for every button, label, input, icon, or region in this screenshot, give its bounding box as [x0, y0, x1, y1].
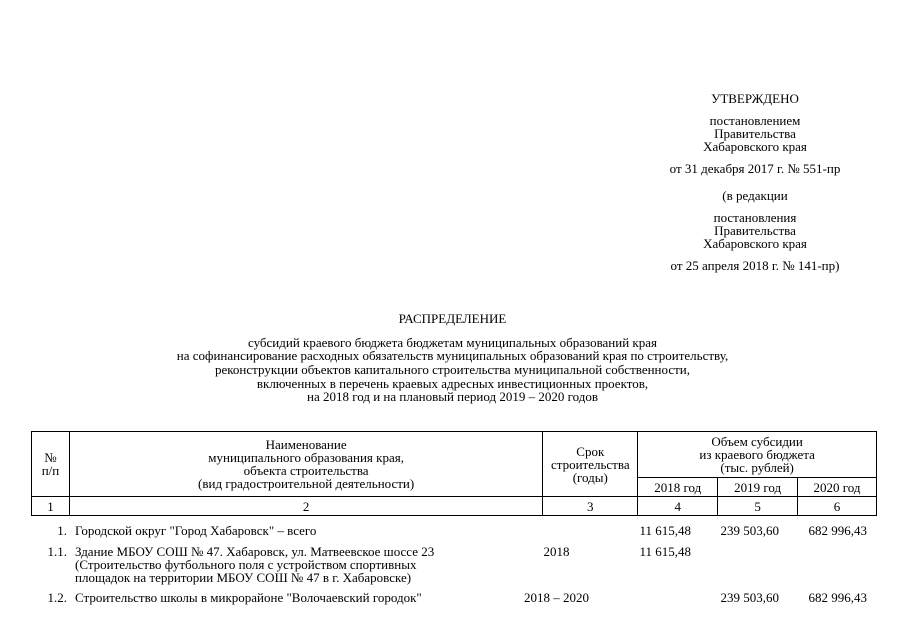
row-number: 1.	[57, 523, 67, 538]
header-text: п/п	[41, 463, 60, 478]
header-text: объекта строительства	[243, 463, 369, 478]
edition-open: (в редакции	[722, 188, 788, 203]
edition-line: Правительства	[714, 223, 796, 238]
row-name: Городской округ "Город Хабаровск" – всего	[75, 523, 317, 538]
edition-line: Хабаровского края	[703, 236, 807, 251]
column-number: 6	[798, 497, 877, 516]
row-value-2020: 682 996,43	[808, 523, 867, 538]
header-term	[543, 432, 638, 497]
document-title: РАСПРЕДЕЛЕНИЕ	[398, 311, 507, 326]
heading-line: реконструкции объектов капитального строительства муниципальной собственности,	[215, 361, 690, 377]
row-value-2019: 239 503,60	[720, 523, 779, 538]
row-term: 2018	[543, 544, 570, 559]
header-text: (вид градостроительной деятельности)	[198, 476, 415, 491]
heading-line: на 2018 год и на плановый период 2019 – 2020 годов	[307, 389, 598, 405]
header-text: муниципального образования края,	[208, 450, 404, 465]
row-term: 2018 – 2020	[524, 590, 589, 605]
approval-line: Правительства	[714, 126, 796, 141]
row-value-2018: 11 615,48	[639, 544, 691, 559]
row-number: 1.2.	[47, 590, 67, 605]
approval-title: УТВЕРЖДЕНО	[711, 91, 799, 106]
edition-line: постановления	[713, 210, 797, 225]
header-year: 2020 год	[798, 478, 877, 497]
row-number: 1.1.	[47, 544, 67, 559]
header-volume	[638, 432, 877, 478]
header-text: Срок	[576, 443, 605, 459]
header-year: 2019 год	[718, 478, 798, 497]
distribution-table-header	[31, 431, 877, 516]
column-number: 4	[638, 497, 718, 516]
column-number: 1	[32, 497, 70, 516]
approval-line: постановлением	[709, 113, 801, 128]
heading-line: субсидий краевого бюджета бюджетам муниципальных образований края	[248, 334, 657, 350]
header-text: №	[44, 450, 57, 465]
row-value-2020: 682 996,43	[808, 590, 867, 605]
column-number: 2	[69, 497, 542, 516]
column-number: 5	[718, 497, 798, 516]
header-text: из краевого бюджета	[699, 447, 815, 462]
edition-date: от 25 апреля 2018 г. № 141-пр)	[670, 258, 840, 273]
column-number: 3	[543, 497, 638, 516]
header-year: 2018 год	[638, 478, 718, 497]
header-name	[69, 432, 542, 497]
header-number	[32, 432, 70, 497]
row-name-line: площадок на территории МБОУ СОШ № 47 в г. Хабаровске)	[75, 570, 412, 585]
header-text: Объем субсидии	[711, 434, 803, 449]
approval-block	[640, 92, 870, 272]
row-name-line: Здание МБОУ СОШ № 47. Хабаровск, ул. Матвеевское шоссе 23	[75, 544, 435, 559]
approval-date: от 31 декабря 2017 г. № 551-пр	[669, 161, 841, 176]
heading-line: на софинансирование расходных обязательств муниципальных образований края по строительству,	[176, 348, 729, 364]
row-name	[75, 545, 545, 584]
heading-line: включенных в перечень краевых адресных инвестиционных проектов,	[256, 375, 649, 391]
header-text: (тыс. рублей)	[720, 460, 794, 475]
row-name-line: (Строительство футбольного поля с устройством спортивных	[75, 557, 417, 572]
document-heading	[0, 312, 905, 404]
row-value-2018: 11 615,48	[639, 523, 691, 538]
row-name: Строительство школы в микрорайоне "Волочаевский городок"	[75, 590, 422, 605]
header-text: строительства	[550, 456, 630, 472]
header-text: Наименование	[265, 437, 347, 452]
header-text: (годы)	[572, 469, 608, 485]
approval-line: Хабаровского края	[703, 139, 807, 154]
row-value-2019: 239 503,60	[720, 590, 779, 605]
